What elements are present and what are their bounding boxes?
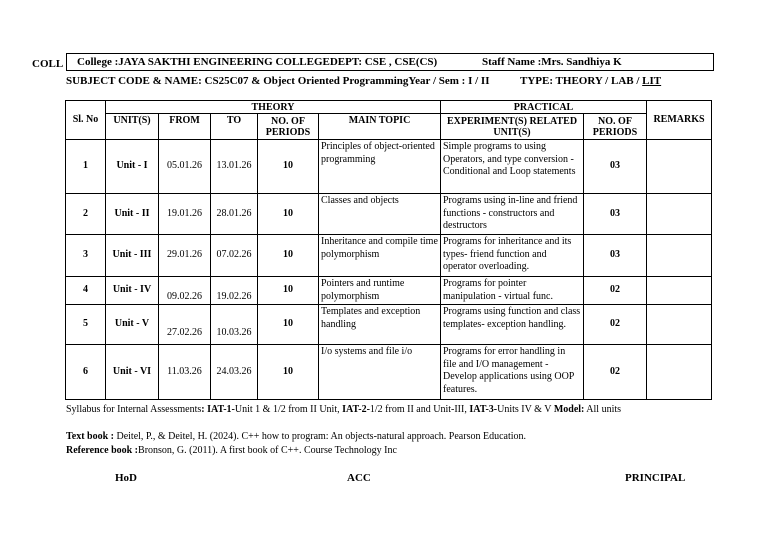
row-slno: 5 — [66, 305, 106, 345]
row-slno: 3 — [66, 235, 106, 277]
col-header-from: FROM — [159, 114, 211, 140]
row-practical-periods: 02 — [584, 345, 647, 400]
row-to: 07.02.26 — [211, 235, 258, 277]
col-header-slno: Sl. No — [66, 101, 106, 140]
row-to: 13.01.26 — [211, 140, 258, 194]
acc-signature: ACC — [347, 472, 371, 484]
row-experiment: Simple programs to using Operators, and type conversion - Conditional and Loop statements — [441, 140, 584, 194]
row-topic: I/o systems and file i/o — [319, 345, 441, 400]
row-unit: Unit - I — [106, 140, 159, 194]
row-to: 19.02.26 — [211, 277, 258, 305]
row-remarks — [647, 345, 712, 400]
row-topic: Classes and objects — [319, 194, 441, 235]
textbook-value: Deitel, P., & Deitel, H. (2024). C++ how to program: An objects-natural approach. Pearson Education. — [116, 431, 527, 442]
iat3-scope: Units IV & V — [497, 404, 554, 415]
table-row — [66, 305, 712, 345]
table-row — [66, 194, 712, 235]
row-topic: Principles of object-oriented programming — [319, 140, 441, 194]
model-scope: All units — [584, 404, 622, 415]
reference-book-label: Reference book : — [66, 445, 139, 456]
row-unit: Unit - V — [106, 305, 159, 345]
staff-name: Staff Name :Mrs. Sandhiya K — [482, 56, 622, 68]
row-practical-periods: 03 — [584, 235, 647, 277]
row-from: 27.02.26 — [159, 305, 211, 345]
iat1-scope: Unit 1 & 1/2 from II Unit, — [234, 404, 343, 415]
college-header-box — [66, 53, 714, 71]
textbook-line — [66, 431, 526, 442]
table-row — [66, 235, 712, 277]
row-from: 11.03.26 — [159, 345, 211, 400]
row-slno: 1 — [66, 140, 106, 194]
col-header-remarks: REMARKS — [647, 101, 712, 140]
row-experiment: Programs for error handling in file and I/O management - Develop applications using OOP features. — [441, 345, 584, 400]
iat2-label: IAT-2- — [342, 404, 370, 415]
hod-signature: HoD — [115, 472, 137, 484]
row-experiment: Programs using function and class templates- exception handling. — [441, 305, 584, 345]
type-prefix: TYPE: THEORY / LAB / — [520, 75, 643, 87]
row-periods: 10 — [258, 305, 319, 345]
row-periods: 10 — [258, 235, 319, 277]
iat3-label: IAT-3- — [469, 404, 498, 415]
row-topic: Pointers and runtime polymorphism — [319, 277, 441, 305]
row-periods: 10 — [258, 140, 319, 194]
theory-group-header: THEORY — [106, 101, 441, 114]
row-remarks — [647, 235, 712, 277]
col-header-to: TO — [211, 114, 258, 140]
row-remarks — [647, 194, 712, 235]
row-practical-periods: 02 — [584, 277, 647, 305]
row-practical-periods: 03 — [584, 194, 647, 235]
iat2-scope: 1/2 from II and Unit-III, — [369, 404, 470, 415]
practical-group-header: PRACTICAL — [441, 101, 647, 114]
row-practical-periods: 02 — [584, 305, 647, 345]
col-header-experiment: EXPERIMENT(S) RELATED UNIT(S) — [441, 114, 584, 140]
model-label: Model: — [553, 404, 585, 415]
row-to: 24.03.26 — [211, 345, 258, 400]
iat1-label: : IAT-1- — [201, 404, 235, 415]
row-from: 29.01.26 — [159, 235, 211, 277]
row-from: 09.02.26 — [159, 277, 211, 305]
row-periods: 10 — [258, 345, 319, 400]
row-unit: Unit - IV — [106, 277, 159, 305]
principal-signature: PRINCIPAL — [625, 472, 686, 484]
col-header-practical-periods: NO. OF PERIODS — [584, 114, 647, 140]
course-plan-table — [65, 100, 712, 400]
col-header-unit: UNIT(S) — [106, 114, 159, 140]
table-row — [66, 140, 712, 194]
reference-book-value: Bronson, G. (2011). A first book of C++. Course Technology Inc — [138, 445, 397, 456]
syllabus-intro: Syllabus for Internal Assessments — [66, 404, 202, 415]
syllabus-line — [66, 404, 621, 415]
col-header-periods: NO. OF PERIODS — [258, 114, 319, 140]
row-slno: 6 — [66, 345, 106, 400]
row-to: 28.01.26 — [211, 194, 258, 235]
row-from: 05.01.26 — [159, 140, 211, 194]
coll-label: COLL — [32, 58, 64, 70]
row-from: 19.01.26 — [159, 194, 211, 235]
row-remarks — [647, 305, 712, 345]
row-remarks — [647, 140, 712, 194]
row-periods: 10 — [258, 194, 319, 235]
type-lit: LIT — [642, 75, 662, 87]
textbook-label: Text book : — [66, 431, 117, 442]
row-experiment: Programs using in-line and friend functions - constructors and destructors — [441, 194, 584, 235]
row-to: 10.03.26 — [211, 305, 258, 345]
row-topic: Templates and exception handling — [319, 305, 441, 345]
row-topic: Inheritance and compile time polymorphism — [319, 235, 441, 277]
row-remarks — [647, 277, 712, 305]
row-slno: 4 — [66, 277, 106, 305]
row-slno: 2 — [66, 194, 106, 235]
reference-book-line — [66, 445, 397, 456]
row-unit: Unit - VI — [106, 345, 159, 400]
col-header-topic: MAIN TOPIC — [319, 114, 441, 140]
row-periods: 10 — [258, 277, 319, 305]
row-unit: Unit - III — [106, 235, 159, 277]
row-practical-periods: 03 — [584, 140, 647, 194]
table-row — [66, 345, 712, 400]
table-row — [66, 277, 712, 305]
college-name: College :JAYA SAKTHI ENGINEERING COLLEGEDEPT: CSE , CSE(CS) — [77, 56, 438, 68]
row-experiment: Programs for inheritance and its types- friend function and operator overloading. — [441, 235, 584, 277]
row-unit: Unit - II — [106, 194, 159, 235]
type-line — [520, 75, 661, 87]
subject-line: SUBJECT CODE & NAME: CS25C07 & Object Oriented ProgrammingYear / Sem : I / II — [66, 75, 490, 87]
row-experiment: Programs for pointer manipulation - virtual func. — [441, 277, 584, 305]
